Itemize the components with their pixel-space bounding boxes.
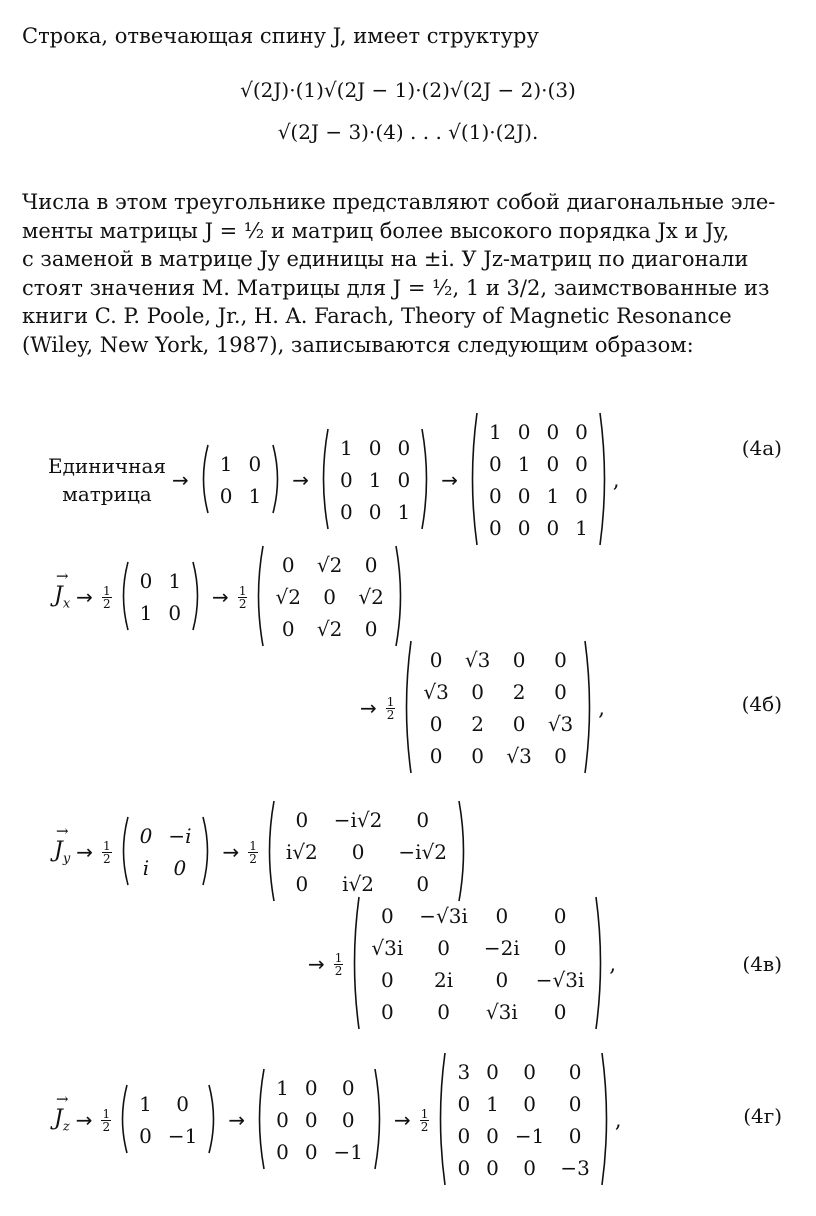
matrix-cell: 0 [512, 648, 526, 672]
identity-label-line1: Единичная [48, 454, 166, 478]
matrix-right-paren [420, 428, 432, 532]
equation-4b-line1 [54, 545, 409, 649]
jy-matrix-4x4 [349, 896, 606, 1032]
matrix-cell: √3i [371, 936, 404, 960]
description-paragraph [22, 188, 792, 359]
matrix-cell: 0 [429, 712, 443, 736]
matrix-cell: 0 [276, 1108, 289, 1132]
matrix-cell: 0 [553, 1000, 567, 1024]
matrix-cell: 0 [517, 420, 531, 444]
matrix-cell: 0 [512, 712, 526, 736]
jy-matrix-2x2 [118, 816, 214, 888]
matrix-cell: 0 [437, 1000, 450, 1024]
matrix-left-paren [467, 412, 479, 548]
matrix-cell: −3 [560, 1156, 590, 1180]
matrix-cell: −2i [483, 936, 520, 960]
matrix-cell: 0 [488, 452, 502, 476]
matrix-grid [268, 1072, 371, 1168]
matrix-right-paren [600, 1052, 612, 1188]
matrix-cell: 2 [471, 712, 484, 736]
matrix-cell: 1 [517, 452, 531, 476]
matrix-cell: 0 [276, 1140, 289, 1164]
matrix-row [481, 512, 596, 544]
matrix-cell: 0 [340, 500, 353, 524]
matrix-cell: 0 [554, 648, 567, 672]
matrix-cell: 0 [416, 872, 430, 896]
matrix-cell: 0 [139, 1124, 152, 1148]
matrix-cell: 0 [340, 468, 353, 492]
matrix-cell: 0 [351, 840, 365, 864]
matrix-cell: 0 [523, 1060, 537, 1084]
jz-matrix-2x2 [117, 1084, 219, 1156]
matrix-cell: 0 [380, 968, 394, 992]
matrix-cell: 1 [139, 1092, 152, 1116]
matrix-cell: 1 [486, 1092, 499, 1116]
matrix-cell: 0 [568, 1124, 582, 1148]
matrix-row [268, 1136, 371, 1168]
paragraph-line: Числа в этом треугольнике представляют собой диагональные эле- [22, 190, 776, 214]
matrix-cell: 1 [488, 420, 502, 444]
jx-symbol [54, 583, 70, 611]
arrow-icon: → [394, 1108, 411, 1132]
matrix-cell: 0 [437, 936, 450, 960]
matrix-left-paren [254, 1068, 266, 1172]
matrix-cell: 0 [517, 484, 531, 508]
matrix-cell: 0 [488, 516, 502, 540]
matrix-grid [212, 448, 269, 512]
matrix-grid [415, 644, 581, 772]
matrix-cell: −i√2 [398, 840, 448, 864]
matrix-cell: −i [168, 824, 192, 848]
matrix-cell: 0 [457, 1124, 471, 1148]
matrix-cell: 0 [554, 680, 567, 704]
matrix-cell: 0 [429, 648, 443, 672]
matrix-row [449, 1088, 597, 1120]
matrix-cell: 0 [546, 516, 560, 540]
matrix-grid [332, 432, 418, 528]
paragraph-line: менты матрицы J = ½ и матриц более высокого порядка Jx и Jy, [22, 218, 730, 243]
matrix-cell: 0 [486, 1156, 499, 1180]
matrix-row [415, 644, 581, 676]
matrix-cell: 0 [523, 1156, 537, 1180]
matrix-cell: −√3i [535, 968, 585, 992]
matrix-row [131, 1088, 205, 1120]
matrix-grid [481, 416, 596, 544]
matrix-row [132, 820, 200, 852]
identity-matrix-3x3 [318, 428, 432, 532]
matrix-cell: 0 [457, 1156, 471, 1180]
matrix-cell: 0 [380, 904, 394, 928]
matrix-grid [132, 565, 189, 629]
matrix-cell: 0 [553, 904, 567, 928]
paragraph-line: стоят значения M. Матрицы для J = ½, 1 и 3/2, заимствованные из [22, 275, 770, 300]
matrix-left-paren [264, 800, 276, 904]
matrix-cell: −√3i [419, 904, 468, 928]
matrix-cell: 0 [429, 744, 443, 768]
matrix-grid [449, 1056, 597, 1184]
paragraph-line: с заменой в матрице Jy единицы на ±i. У Jz-матриц по диагонали [22, 247, 749, 271]
matrix-left-paren [118, 816, 130, 888]
matrix-cell: 0 [173, 856, 187, 880]
matrix-cell: 0 [295, 808, 309, 832]
matrix-cell: 0 [495, 968, 509, 992]
matrix-row [267, 581, 391, 613]
matrix-cell: 1 [546, 484, 560, 508]
jy-matrix-3x3 [264, 800, 469, 904]
matrix-row [278, 836, 455, 868]
matrix-row [278, 804, 455, 836]
matrix-right-paren [394, 545, 406, 649]
matrix-cell: 1 [219, 452, 233, 476]
matrix-cell: √3 [506, 744, 532, 768]
matrix-cell: 1 [368, 468, 382, 492]
matrix-cell: 0 [323, 585, 337, 609]
matrix-cell: 0 [568, 1092, 582, 1116]
matrix-left-paren [253, 545, 265, 649]
matrix-row [131, 1120, 205, 1152]
matrix-right-paren [594, 896, 606, 1032]
spin-structure-formula-line1: √(2J)·(1)√(2J − 1)·(2)√(2J − 2)·(3) [240, 78, 576, 102]
matrix-grid [132, 820, 200, 884]
matrix-grid [278, 804, 455, 900]
matrix-cell: 0 [364, 553, 378, 577]
intro-line: Строка, отвечающая спину J, имеет структуру [22, 24, 539, 48]
matrix-row [415, 676, 581, 708]
matrix-cell: 0 [295, 872, 309, 896]
matrix-cell: 0 [168, 601, 182, 625]
arrow-icon: → [441, 468, 458, 492]
matrix-row [332, 432, 418, 464]
matrix-cell: 0 [471, 744, 484, 768]
matrix-cell: 0 [380, 1000, 394, 1024]
matrix-cell: 0 [416, 808, 430, 832]
arrow-icon: → [75, 1108, 93, 1132]
matrix-cell: 0 [486, 1124, 499, 1148]
matrix-cell: 0 [304, 1140, 318, 1164]
jz-symbol [54, 1106, 70, 1134]
matrix-cell: 0 [568, 1060, 582, 1084]
matrix-grid [131, 1088, 205, 1152]
matrix-cell: √2 [275, 585, 301, 609]
matrix-right-paren [583, 640, 595, 776]
half-fraction: $\frac{1}{2}$ [334, 950, 343, 978]
matrix-cell: 1 [248, 484, 262, 508]
matrix-grid [363, 900, 592, 1028]
jx-matrix-4x4 [401, 640, 595, 776]
matrix-row [481, 448, 596, 480]
matrix-cell: 0 [364, 617, 378, 641]
matrix-cell: 0 [471, 680, 484, 704]
arrow-icon: → [308, 952, 325, 976]
half-fraction: $\frac{1}{2}$ [102, 1106, 111, 1134]
jy-symbol [54, 838, 70, 866]
matrix-right-paren [271, 444, 283, 516]
matrix-cell: √3 [464, 648, 491, 672]
matrix-row [415, 740, 581, 772]
jy-subscript: y [62, 851, 71, 867]
matrix-cell: √3 [423, 680, 449, 704]
equation-number-4c: (4в) [742, 952, 782, 976]
matrix-cell: √3i [485, 1000, 518, 1024]
matrix-cell: 3 [457, 1060, 471, 1084]
matrix-left-paren [349, 896, 361, 1032]
matrix-row [449, 1152, 597, 1184]
comma: , [598, 696, 605, 720]
matrix-row [332, 496, 418, 528]
matrix-row [363, 964, 592, 996]
matrix-left-paren [318, 428, 330, 532]
matrix-cell: 0 [281, 617, 295, 641]
arrow-icon: → [172, 468, 189, 492]
matrix-row [267, 549, 391, 581]
arrow-icon: → [76, 585, 93, 609]
matrix-cell: 1 [575, 516, 588, 540]
jx-letter: J [54, 582, 63, 608]
spin-structure-formula-line2: √(2J − 3)·(4) . . . √(1)·(2J). [277, 120, 539, 144]
matrix-cell: −1 [167, 1124, 198, 1148]
matrix-cell: 0 [575, 452, 588, 476]
matrix-right-paren [598, 412, 610, 548]
matrix-cell: 0 [546, 420, 560, 444]
jx-matrix-3x3 [253, 545, 405, 649]
jy-letter: J [54, 837, 63, 863]
matrix-cell: i [142, 856, 150, 880]
intro-text [22, 22, 792, 51]
matrix-cell: 1 [168, 569, 182, 593]
half-fraction: $\frac{1}{2}$ [249, 838, 257, 866]
matrix-row [481, 416, 596, 448]
equation-4b-line2 [354, 640, 605, 776]
equation-4d [54, 1052, 622, 1188]
matrix-cell: 0 [341, 1076, 355, 1100]
matrix-cell: 0 [495, 904, 509, 928]
matrix-row [132, 852, 200, 884]
half-fraction: $\frac{1}{2}$ [420, 1106, 429, 1134]
matrix-cell: 0 [575, 484, 588, 508]
matrix-cell: 0 [139, 824, 153, 848]
matrix-right-paren [201, 816, 213, 888]
matrix-cell: 0 [368, 436, 382, 460]
matrix-grid [267, 549, 391, 645]
matrix-row [449, 1120, 597, 1152]
matrix-left-paren [198, 444, 210, 516]
jz-subscript: z [62, 1119, 70, 1135]
matrix-row [268, 1104, 371, 1136]
matrix-cell: 0 [457, 1092, 471, 1116]
matrix-right-paren [207, 1084, 219, 1156]
arrow-icon: → [228, 1108, 246, 1132]
paragraph-line: (Wiley, New York, 1987), записываются следующим образом: [22, 332, 694, 357]
matrix-cell: 0 [219, 484, 233, 508]
paragraph-line: книги C. P. Poole, Jr., H. A. Farach, Theory of Magnetic Resonance [22, 304, 732, 328]
matrix-cell: i√2 [342, 872, 375, 896]
identity-label [48, 452, 166, 508]
matrix-cell: 0 [486, 1060, 499, 1084]
matrix-left-paren [117, 1084, 129, 1156]
arrow-icon: → [222, 840, 240, 864]
matrix-cell: 0 [248, 452, 262, 476]
matrix-row [212, 480, 269, 512]
matrix-cell: √3 [547, 712, 574, 736]
matrix-left-paren [435, 1052, 447, 1188]
arrow-icon: → [292, 468, 309, 492]
matrix-cell: 0 [517, 516, 531, 540]
matrix-cell: 0 [281, 553, 295, 577]
arrow-icon: → [76, 840, 93, 864]
jz-matrix-4x4 [435, 1052, 611, 1188]
jx-matrix-2x2 [118, 561, 203, 633]
equation-number-4b: (4б) [741, 692, 782, 716]
equation-4c-line2 [302, 896, 616, 1032]
matrix-cell: i√2 [285, 840, 318, 864]
matrix-cell: 0 [554, 744, 567, 768]
matrix-cell: 1 [139, 601, 153, 625]
matrix-cell: 0 [397, 468, 411, 492]
matrix-cell: −i√2 [333, 808, 383, 832]
half-fraction: $\frac{1}{2}$ [102, 838, 111, 866]
matrix-cell: −1 [514, 1124, 545, 1148]
equation-4a [48, 412, 620, 548]
jz-letter: J [54, 1105, 63, 1131]
matrix-row [481, 480, 596, 512]
matrix-cell: 0 [397, 436, 411, 460]
half-fraction: $\frac{1}{2}$ [238, 583, 247, 611]
comma: , [609, 952, 617, 976]
matrix-cell: 1 [340, 436, 353, 460]
identity-matrix-2x2 [198, 444, 283, 516]
equation-number-4d: (4г) [743, 1104, 782, 1128]
identity-matrix-4x4 [467, 412, 610, 548]
matrix-row [132, 597, 189, 629]
matrix-cell: 0 [553, 936, 567, 960]
matrix-cell: 0 [488, 484, 502, 508]
jx-subscript: x [62, 596, 71, 612]
arrow-icon: → [212, 585, 229, 609]
matrix-left-paren [118, 561, 130, 633]
matrix-row [449, 1056, 597, 1088]
matrix-cell: 0 [575, 420, 588, 444]
matrix-cell: 0 [304, 1108, 318, 1132]
matrix-cell: 0 [139, 569, 153, 593]
matrix-row [268, 1072, 371, 1104]
matrix-row [132, 565, 189, 597]
matrix-right-paren [457, 800, 469, 904]
matrix-row [415, 708, 581, 740]
matrix-cell: 0 [523, 1092, 537, 1116]
matrix-right-paren [191, 561, 203, 633]
matrix-cell: 0 [176, 1092, 189, 1116]
matrix-row [212, 448, 269, 480]
matrix-cell: 2i [434, 968, 454, 992]
matrix-row [363, 932, 592, 964]
matrix-cell: 2 [512, 680, 526, 704]
half-fraction: $\frac{1}{2}$ [102, 583, 111, 611]
matrix-cell: 0 [304, 1076, 318, 1100]
matrix-cell: −1 [333, 1140, 364, 1164]
arrow-icon: → [360, 696, 377, 720]
jz-matrix-3x3 [254, 1068, 385, 1172]
matrix-right-paren [373, 1068, 385, 1172]
equation-4c-line1 [54, 800, 472, 904]
matrix-left-paren [401, 640, 413, 776]
matrix-cell: √2 [358, 585, 384, 609]
comma: , [614, 1108, 622, 1132]
matrix-cell: √2 [316, 617, 343, 641]
half-fraction: $\frac{1}{2}$ [386, 694, 395, 722]
matrix-cell: 1 [397, 500, 411, 524]
identity-label-line2: матрица [62, 482, 152, 506]
equation-number-4a: (4а) [741, 436, 782, 460]
matrix-cell: √2 [316, 553, 343, 577]
matrix-cell: 0 [341, 1108, 355, 1132]
matrix-row [363, 996, 592, 1028]
comma: , [612, 468, 620, 492]
matrix-cell: 0 [368, 500, 382, 524]
matrix-cell: 0 [546, 452, 560, 476]
matrix-cell: 1 [276, 1076, 289, 1100]
matrix-row [363, 900, 592, 932]
matrix-row [332, 464, 418, 496]
